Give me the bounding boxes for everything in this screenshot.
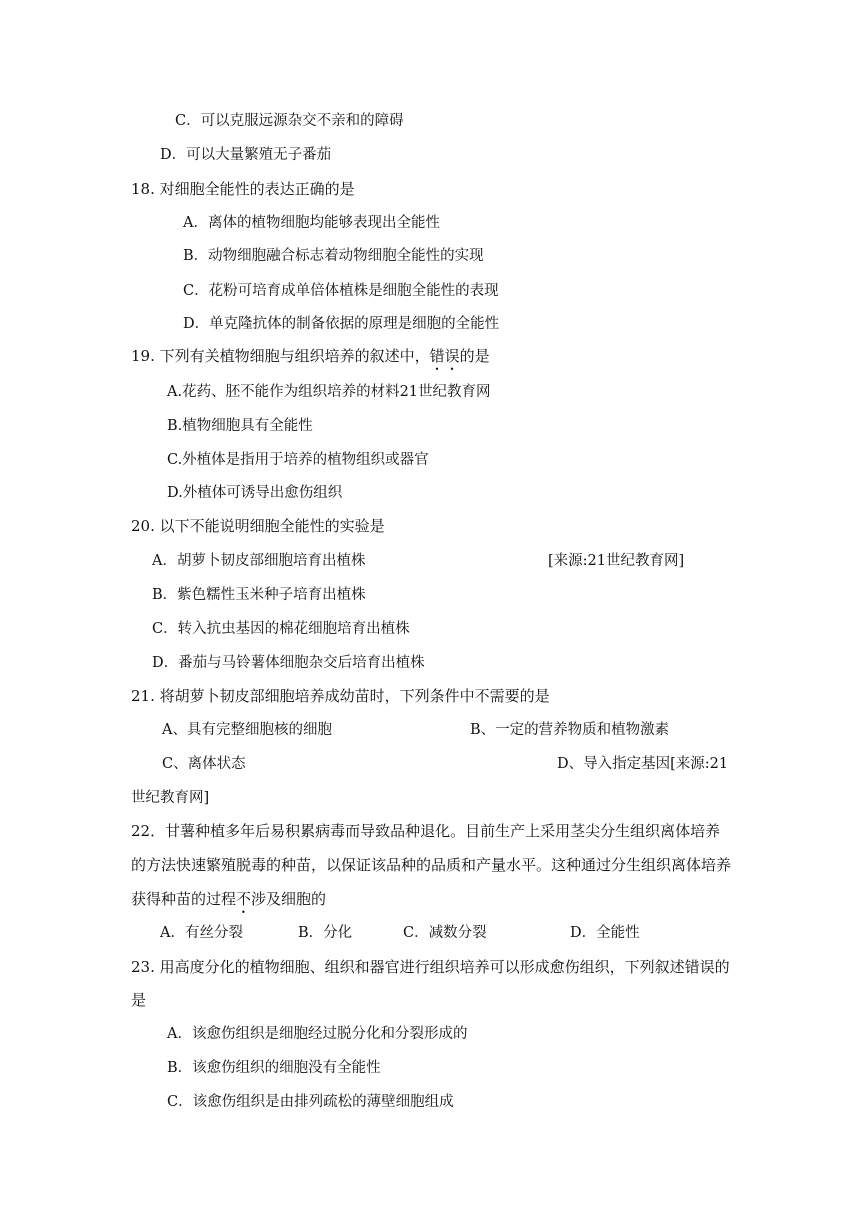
q21-option-a: A、具有完整细胞核的细胞 xyxy=(162,722,332,738)
q23-stem-line1: 23. 用高度分化的植物细胞、组织和器官进行组织培养可以形成愈伤组织，下列叙述错误的 xyxy=(131,958,730,976)
q21-option-b: B、一定的营养物质和植物激素 xyxy=(470,722,670,738)
q20-option-b: B．紫色糯性玉米种子培育出植株 xyxy=(152,587,366,603)
q22-stem-line3 xyxy=(131,889,326,917)
q22-option-d: D．全能性 xyxy=(570,925,640,941)
q19-stem-prefix: 19. 下列有关植物细胞与组织培养的叙述中， xyxy=(131,347,430,365)
q18-option-d: D．单克隆抗体的制备依据的原理是细胞的全能性 xyxy=(183,316,500,332)
q19-stem-emphasis: 错误 xyxy=(429,347,460,365)
q18-stem: 18. 对细胞全能性的表达正确的是 xyxy=(131,180,355,198)
q22-stem-line2: 的方法快速繁殖脱毒的种苗，以保证该品种的品质和产量水平。这种通过分生组织离体培养 xyxy=(131,856,732,874)
q20-source-tag: [来源:21世纪教育网] xyxy=(548,553,685,569)
q22-stem-suffix: 涉及细胞的 xyxy=(251,890,327,908)
q20-option-c: C．转入抗虫基因的棉花细胞培育出植株 xyxy=(152,621,410,637)
q21-option-d: D、导入指定基因[来源:21 xyxy=(557,756,729,772)
q22-stem-prefix: 获得种苗的过程 xyxy=(131,890,237,908)
q22-option-c: C．减数分裂 xyxy=(403,925,487,941)
q21-option-d-continued: 世纪教育网] xyxy=(131,790,210,806)
q23-option-b: B．该愈伤组织的细胞没有全能性 xyxy=(167,1060,381,1076)
q18-option-a: A．离体的植物细胞均能够表现出全能性 xyxy=(183,215,440,231)
q20-option-d: D．番茄与马铃薯体细胞杂交后培育出植株 xyxy=(152,655,425,671)
q17-option-d: D．可以大量繁殖无子番茄 xyxy=(160,147,332,163)
q21-option-c: C、离体状态 xyxy=(162,756,246,772)
q20-stem: 20. 以下不能说明细胞全能性的实验是 xyxy=(131,517,385,535)
q22-stem-emphasis: 不 xyxy=(236,890,252,908)
q23-option-a: A．该愈伤组织是细胞经过脱分化和分裂形成的 xyxy=(167,1026,468,1042)
q18-option-b: B．动物细胞融合标志着动物细胞全能性的实现 xyxy=(183,248,484,264)
q21-stem: 21. 将胡萝卜韧皮部细胞培养成幼苗时，下列条件中不需要的是 xyxy=(131,687,550,705)
q22-option-a: A．有丝分裂 xyxy=(160,925,243,941)
q19-option-a: A.花药、胚不能作为组织培养的材料21世纪教育网 xyxy=(167,384,491,400)
q23-option-c: C．该愈伤组织是由排列疏松的薄壁细胞组成 xyxy=(167,1094,454,1110)
q19-stem-suffix: 的是 xyxy=(459,347,490,365)
q22-option-b: B．分化 xyxy=(298,925,353,941)
q17-option-c: C．可以克服远源杂交不亲和的障碍 xyxy=(175,113,404,129)
q23-stem-line2: 是 xyxy=(131,991,147,1009)
q20-option-a: A．胡萝卜韧皮部细胞培育出植株 xyxy=(152,553,366,569)
q19-option-b: B.植物细胞具有全能性 xyxy=(167,418,313,434)
q19-option-c: C.外植体是指用于培养的植物组织或器官 xyxy=(167,452,429,468)
q19-option-d: D.外植体可诱导出愈伤组织 xyxy=(167,485,343,501)
q19-stem xyxy=(131,346,490,374)
q22-stem-line1: 22．甘薯种植多年后易积累病毒而导致品种退化。目前生产上采用茎尖分生组织离体培养 xyxy=(131,822,721,840)
q18-option-c: C．花粉可培育成单倍体植株是细胞全能性的表现 xyxy=(183,283,499,299)
